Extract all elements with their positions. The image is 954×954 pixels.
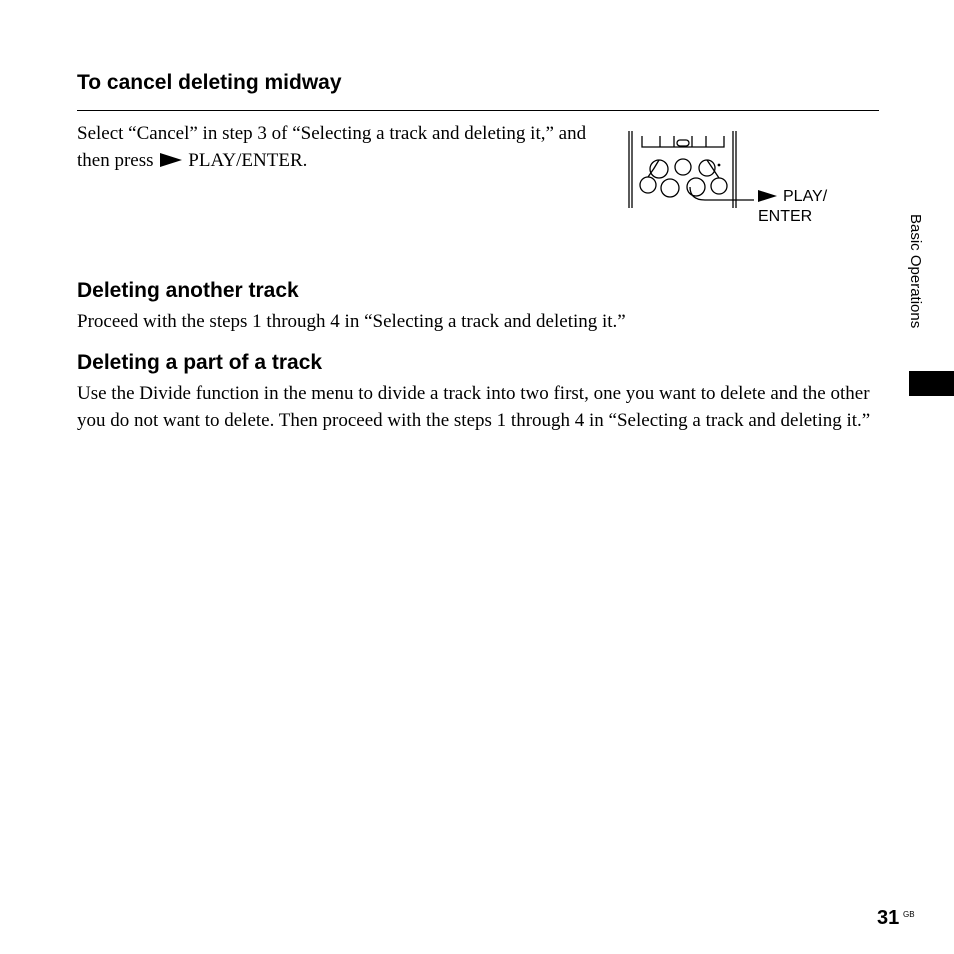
play-triangle-icon bbox=[758, 190, 777, 202]
callout-enter-label: ENTER bbox=[758, 208, 813, 225]
section-tab-marker bbox=[909, 371, 954, 396]
heading-cancel-deleting: To cancel deleting midway bbox=[77, 71, 342, 94]
play-enter-callout bbox=[758, 187, 827, 227]
play-triangle-icon bbox=[160, 153, 182, 167]
heading-deleting-another-track: Deleting another track bbox=[77, 279, 299, 302]
recorder-button-illustration bbox=[624, 128, 764, 212]
cancel-instructions-text: Select “Cancel” in step 3 of “Selecting a track and deleting it,” and then press bbox=[77, 123, 587, 171]
cancel-instructions bbox=[77, 120, 589, 174]
cancel-instructions-end: PLAY/ENTER. bbox=[188, 150, 308, 171]
section-divider bbox=[77, 110, 879, 111]
sidebar-label-text: Basic Operations bbox=[907, 214, 924, 329]
another-track-text: Proceed with the steps 1 through 4 in “Selecting a track and deleting it.” bbox=[77, 311, 626, 332]
page-number: 31 bbox=[877, 907, 900, 929]
heading-deleting-part-of-track: Deleting a part of a track bbox=[77, 351, 323, 374]
part-of-track-text: Use the Divide function in the menu to divide a track into two first, one you want to delete and the other you do not want to delete. Then proceed with the steps 1 through 4 in “Selecting a track and deleting it.” bbox=[77, 383, 871, 431]
callout-play-label: PLAY/ bbox=[783, 188, 828, 205]
sidebar-section-label bbox=[902, 214, 928, 362]
region-code: GB bbox=[903, 910, 915, 919]
